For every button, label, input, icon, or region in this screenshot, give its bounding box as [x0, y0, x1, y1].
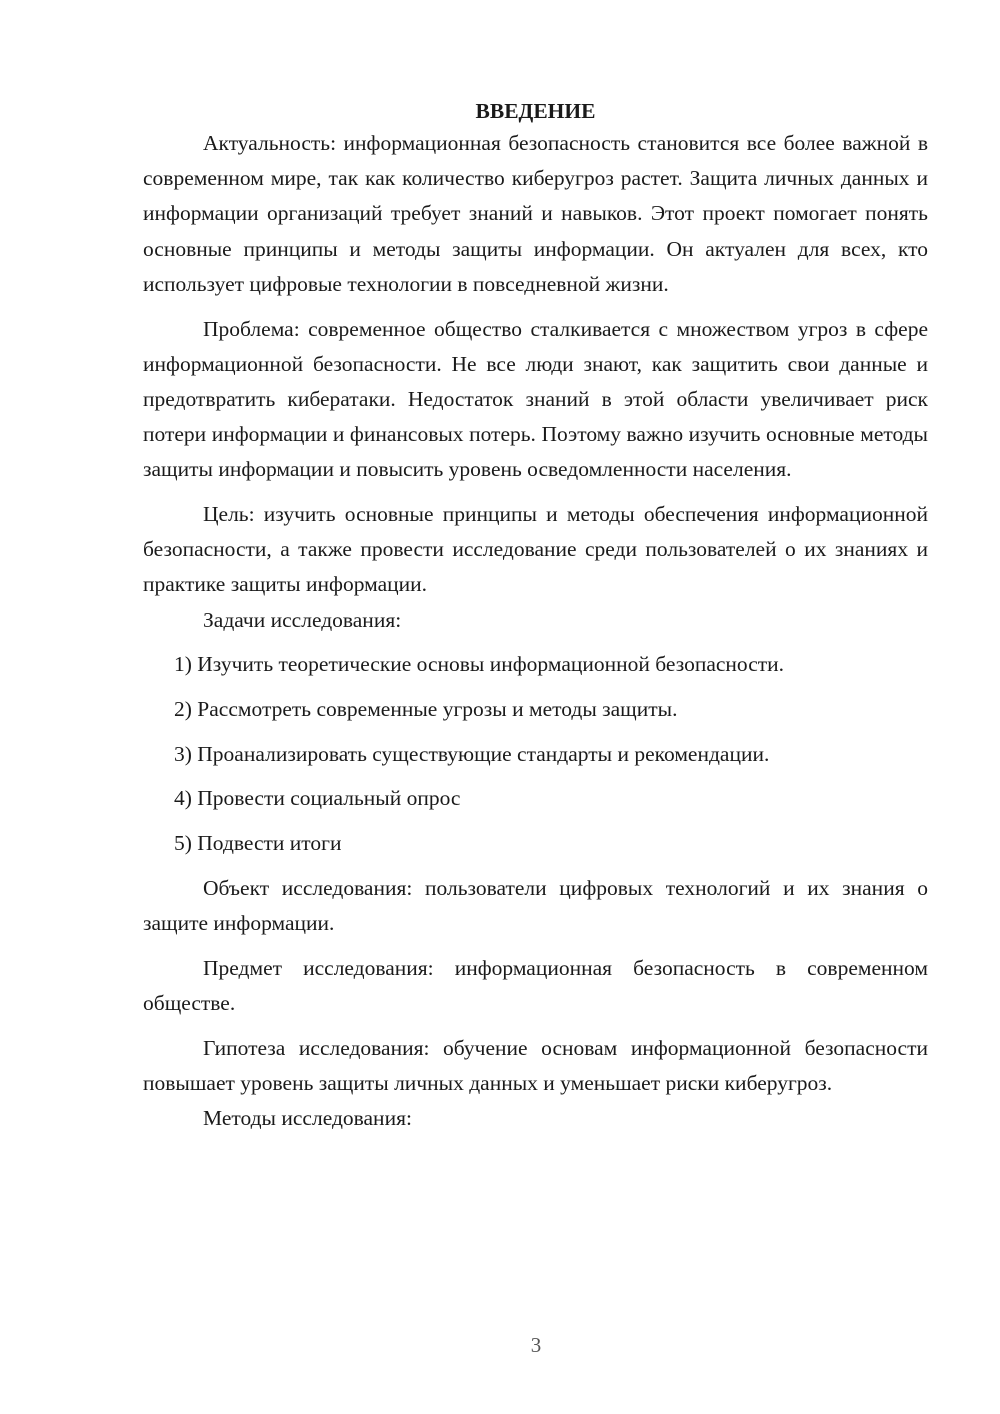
- relevance-paragraph: Актуальность: информационная безопасность становится все более важной в современном мире, так как количество киберугроз растет. Защита личных данных и информации организаций требует знаний и навыков. Этот проект помогает понять основные принципы и методы защиты информации. Он актуален для всех, кто использует цифровые технологии в повседневной жизни.: [143, 131, 928, 296]
- problem-paragraph: Проблема: современное общество сталкивается с множеством угроз в сфере информационной безопасности. Не все люди знают, как защитить свои данные и предотвратить кибератаки. Недостаток знаний в этой области увеличивает риск потери информации и финансовых потерь. Поэтому важно изучить основные методы защиты информации и повысить уровень осведомленности населения.: [143, 316, 928, 482]
- task-item-2: 2) Рассмотреть современные угрозы и методы защиты.: [174, 697, 678, 722]
- task-item-4: 4) Провести социальный опрос: [174, 786, 461, 811]
- tasks-heading: Задачи исследования:: [203, 607, 402, 632]
- task-item-1: 1) Изучить теоретические основы информационной безопасности.: [174, 652, 785, 677]
- task-item-3: 3) Проанализировать существующие стандарты и рекомендации.: [174, 741, 770, 766]
- subject-paragraph: Предмет исследования: информационная безопасность в современном обществе.: [143, 955, 928, 1015]
- hypothesis-paragraph: Гипотеза исследования: обучение основам информационной безопасности повышает уровень защиты личных данных и уменьшает риски киберугроз.: [143, 1035, 928, 1095]
- methods-heading: Методы исследования:: [203, 1106, 412, 1131]
- page-content: [143, 96, 928, 1136]
- task-item-5: 5) Подвести итоги: [174, 831, 342, 856]
- goal-paragraph: Цель: изучить основные принципы и методы обеспечения информационной безопасности, а также провести исследование среди пользователей о их знаниях и практике защиты информации.: [143, 502, 928, 597]
- page-number: 3: [530, 1333, 542, 1357]
- object-paragraph: Объект исследования: пользователи цифровых технологий и их знания о защите информации.: [143, 875, 928, 936]
- section-title: ВВЕДЕНИЕ: [475, 99, 596, 123]
